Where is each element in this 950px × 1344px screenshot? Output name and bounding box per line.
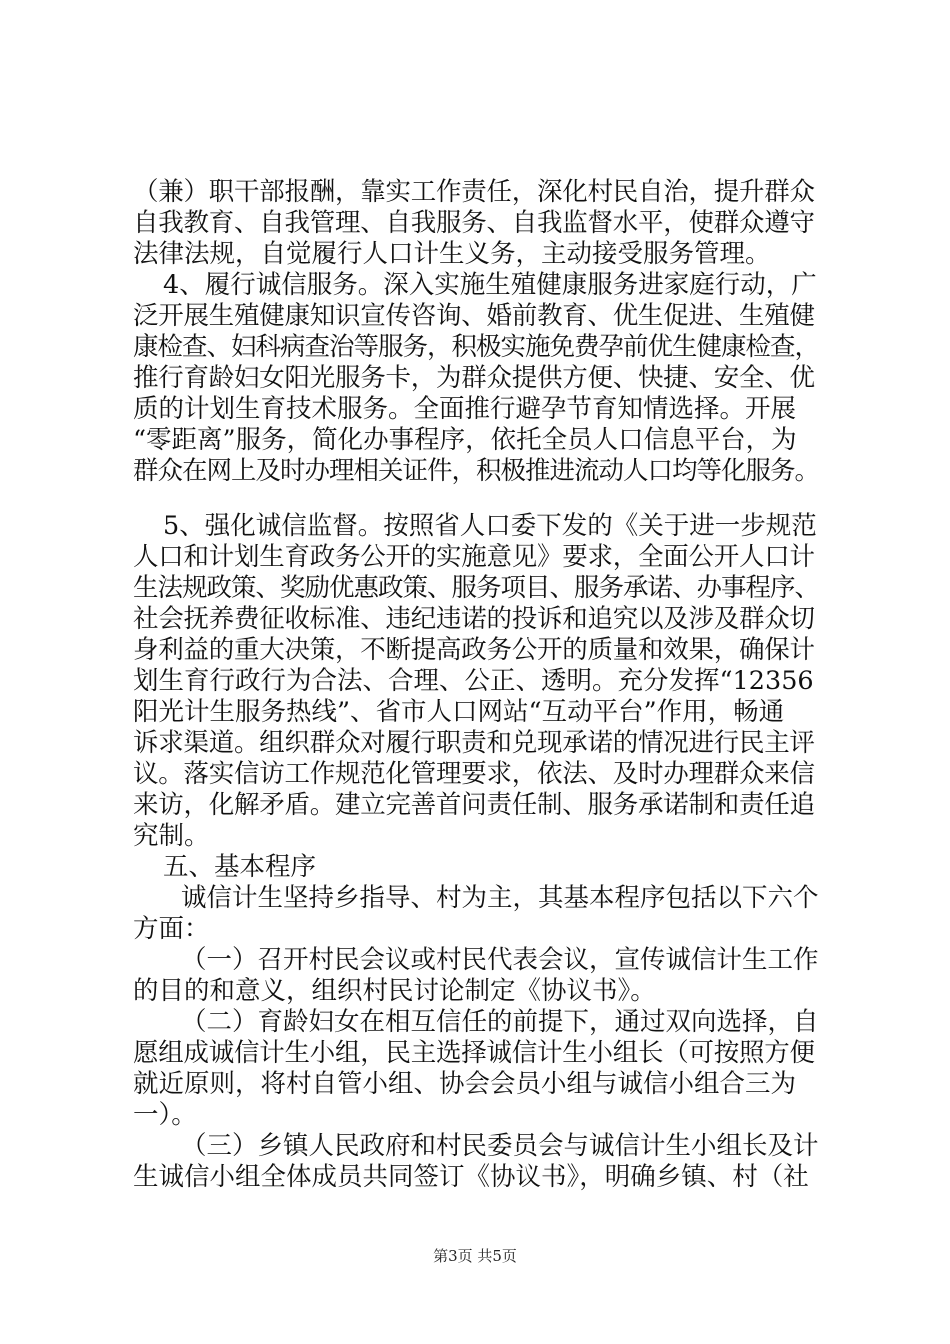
page-number: 第3页 共5页	[433, 1247, 517, 1265]
text-line: 来访，化解矛盾。建立完善首问责任制、服务承诺制和责任追	[133, 790, 815, 820]
text-line: 社会抚养费征收标准、违纪违诺的投诉和追究以及涉及群众切	[133, 604, 815, 634]
text-line: 议。落实信访工作规范化管理要求，依法、及时办理群众来信	[133, 759, 815, 789]
text-line: 泛开展生殖健康知识宣传咨询、婚前教育、优生促进、生殖健	[133, 301, 815, 331]
text-line: 推行育龄妇女阳光服务卡，为群众提供方便、快捷、安全、优	[133, 363, 815, 393]
text-line: 法律法规，自觉履行人口计生义务，主动接受服务管理。	[133, 239, 771, 269]
text-line: 愿组成诚信计生小组，民主选择诚信计生小组长（可按照方便	[133, 1038, 815, 1068]
text-line: 究制。	[133, 821, 210, 851]
text-line: 自我教育、自我管理、自我服务、自我监督水平，使群众遵守	[133, 208, 815, 238]
text-line: 生诚信小组全体成员共同签订《协议书》，明确乡镇、村（社	[133, 1162, 809, 1192]
text-line: 诉求渠道。组织群众对履行职责和兑现承诺的情况进行民主评	[133, 728, 815, 758]
paragraph-line: （三）乡镇人民政府和村民委员会与诚信计生小组长及计	[181, 1131, 819, 1161]
text-line: 康检查、妇科病查治等服务，积极实施免费孕前优生健康检查，	[133, 332, 820, 362]
paragraph-line: 5、强化诚信监督。按照省人口委下发的《关于进一步规范	[163, 511, 817, 541]
text-line: 一）。	[133, 1100, 197, 1130]
text-line: 生法规政策、奖励优惠政策、服务项目、服务承诺、办事程序、	[133, 573, 820, 603]
text-line: 的目的和意义，组织村民讨论制定《协议书》。	[133, 976, 656, 1006]
text-line: 人口和计划生育政务公开的实施意见》要求，全面公开人口计	[133, 542, 815, 572]
paragraph-line: 诚信计生坚持乡指导、村为主，其基本程序包括以下六个	[181, 883, 819, 913]
text-line: 身利益的重大决策，不断提高政务公开的质量和效果，确保计	[133, 635, 815, 665]
text-line: （兼）职干部报酬，靠实工作责任，深化村民自治，提升群众	[133, 177, 815, 207]
text-line: 划生育行政行为合法、合理、公正、透明。充分发挥“12356	[133, 666, 814, 696]
text-line: 质的计划生育技术服务。全面推行避孕节育知情选择。开展	[133, 394, 797, 424]
paragraph-line: （二）育龄妇女在相互信任的前提下，通过双向选择，自	[181, 1007, 819, 1037]
paragraph-line: 4、履行诚信服务。深入实施生殖健康服务进家庭行动，广	[163, 270, 817, 300]
section-heading: 五、基本程序	[163, 852, 317, 882]
text-line: 方面：	[133, 914, 210, 944]
text-line: 群众在网上及时办理相关证件，积极推进流动人口均等化服务。	[133, 456, 820, 486]
text-line: 就近原则，将村自管小组、协会会员小组与诚信小组合三为	[133, 1069, 797, 1099]
paragraph-line: （一）召开村民会议或村民代表会议，宣传诚信计生工作	[181, 945, 819, 975]
text-line: “零距离”服务，简化办事程序，依托全员人口信息平台，为	[133, 425, 797, 455]
text-line: 阳光计生服务热线”、省市人口网站“互动平台”作用，畅通	[133, 697, 785, 727]
